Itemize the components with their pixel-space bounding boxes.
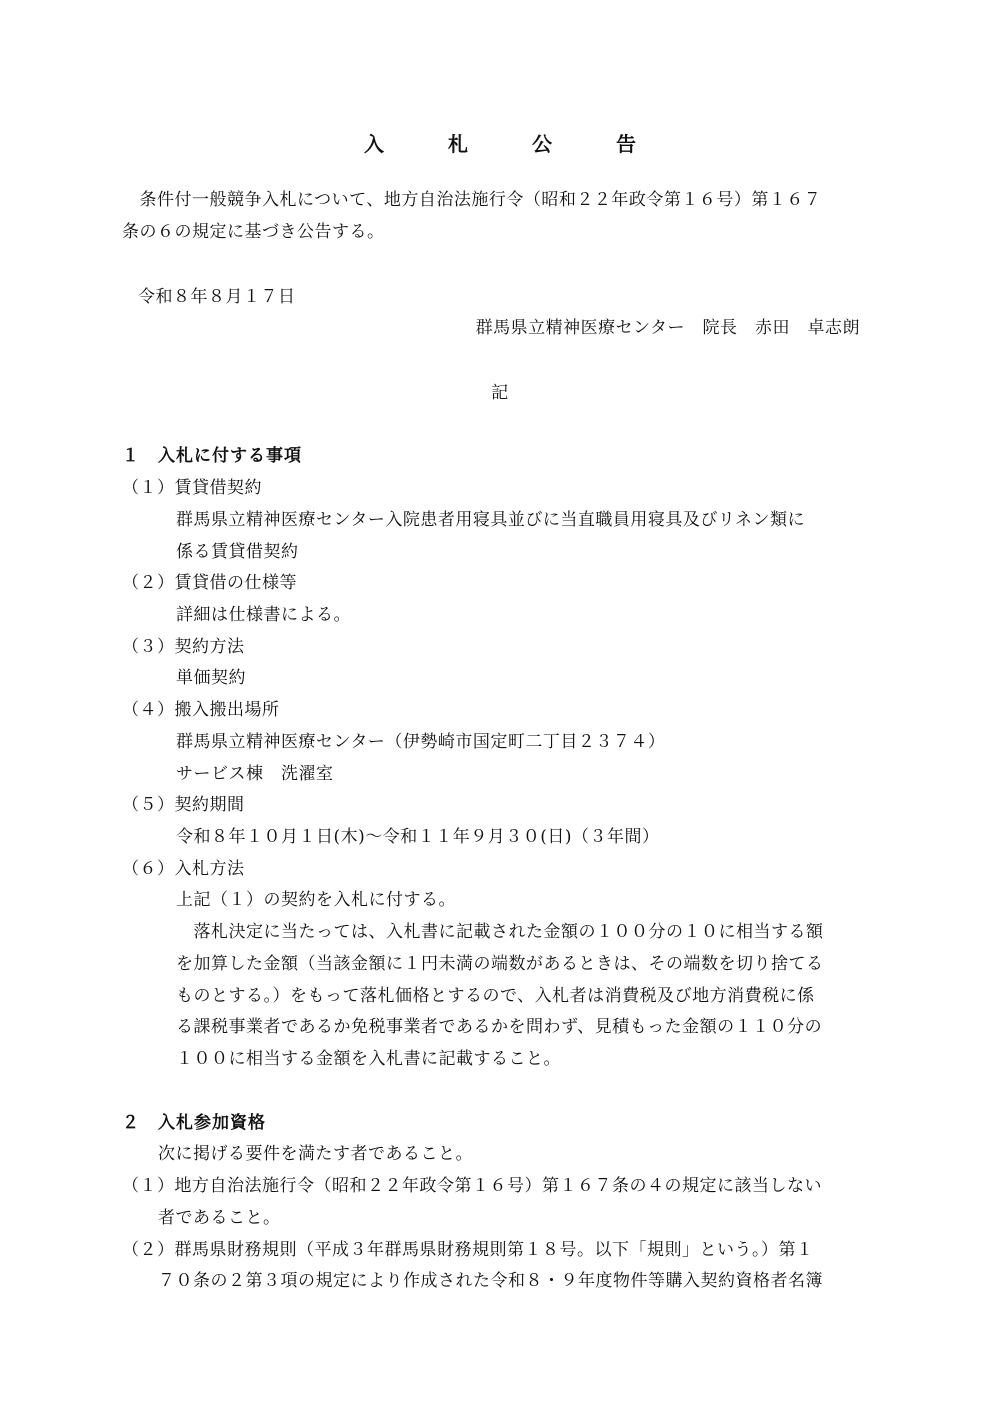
s2-item-1-line-1: 者であること。 [158,1208,281,1228]
issuer-name: 群馬県立精神医療センター 院長 赤田 卓志朗 [475,318,860,338]
section-1-heading: １ 入札に付する事項 [122,446,302,466]
s1-item-6-label: （６）入札方法 [122,859,245,879]
section-2-heading: ２ 入札参加資格 [122,1113,266,1133]
s1-item-6-line-1: 上記（１）の契約を入札に付する。 [176,890,456,910]
intro-line-2: 条の６の規定に基づき公告する。 [122,222,385,242]
s1-item-1-line-1: 群馬県立精神医療センター入院患者用寝具並びに当直職員用寝具及びリネン類に [176,510,805,530]
s1-item-6-line-3: を加算した金額（当該金額に１円未満の端数があるときは、その端数を切り捨てる [176,954,824,974]
s1-item-3-line-1: 単価契約 [176,668,246,688]
notice-date: 令和８年８月１７日 [138,287,296,307]
s1-item-1-label: （１）賃貸借契約 [122,478,262,498]
s1-item-1-line-2: 係る賃貸借契約 [176,542,299,562]
s1-item-4-line-1: 群馬県立精神医療センター（伊勢崎市国定町二丁目２３７４） [176,732,666,752]
ki-marker: 記 [491,383,509,403]
s1-item-4-line-2: サービス棟 洗濯室 [176,764,334,784]
s2-item-1-label: （１）地方自治法施行令（昭和２２年政令第１６号）第１６７条の４の規定に該当しない [122,1176,822,1196]
s1-item-2-line-1: 詳細は仕様書による。 [176,605,351,625]
s1-item-3-label: （３）契約方法 [122,637,245,657]
s1-item-6-line-6: １００に相当する金額を入札書に記載すること。 [176,1049,561,1069]
s2-intro: 次に掲げる要件を満たす者であること。 [158,1144,473,1164]
s1-item-5-label: （５）契約期間 [122,795,245,815]
s2-item-2-label: （２）群馬県財務規則（平成３年群馬県財務規則第１８号。以下「規則」という。）第１ [122,1240,814,1260]
s1-item-4-label: （４）搬入搬出場所 [122,700,280,720]
s1-item-2-label: （２）賃貸借の仕様等 [122,573,297,593]
document-title: 入 札 公 告 [364,132,658,156]
s1-item-5-line-1: 令和８年１０月１日(木)～令和１１年９月３０(日)（３年間） [176,827,660,847]
s1-item-6-line-4: ものとする。）をもって落札価格とするので、入札者は消費税及び地方消費税に係 [176,986,815,1006]
s1-item-6-line-5: る課税事業者であるか免税事業者であるかを問わず、見積もった金額の１１０分の [176,1017,823,1037]
intro-line-1: 条件付一般競争入札について、地方自治法施行令（昭和２２年政令第１６号）第１６７ [122,190,822,210]
s2-item-2-line-1: ７０条の２第３項の規定により作成された令和８・９年度物件等購入契約資格者名簿 [158,1271,823,1291]
s1-item-6-line-2: 落札決定に当たっては、入札書に記載された金額の１００分の１０に相当する額 [176,922,824,942]
